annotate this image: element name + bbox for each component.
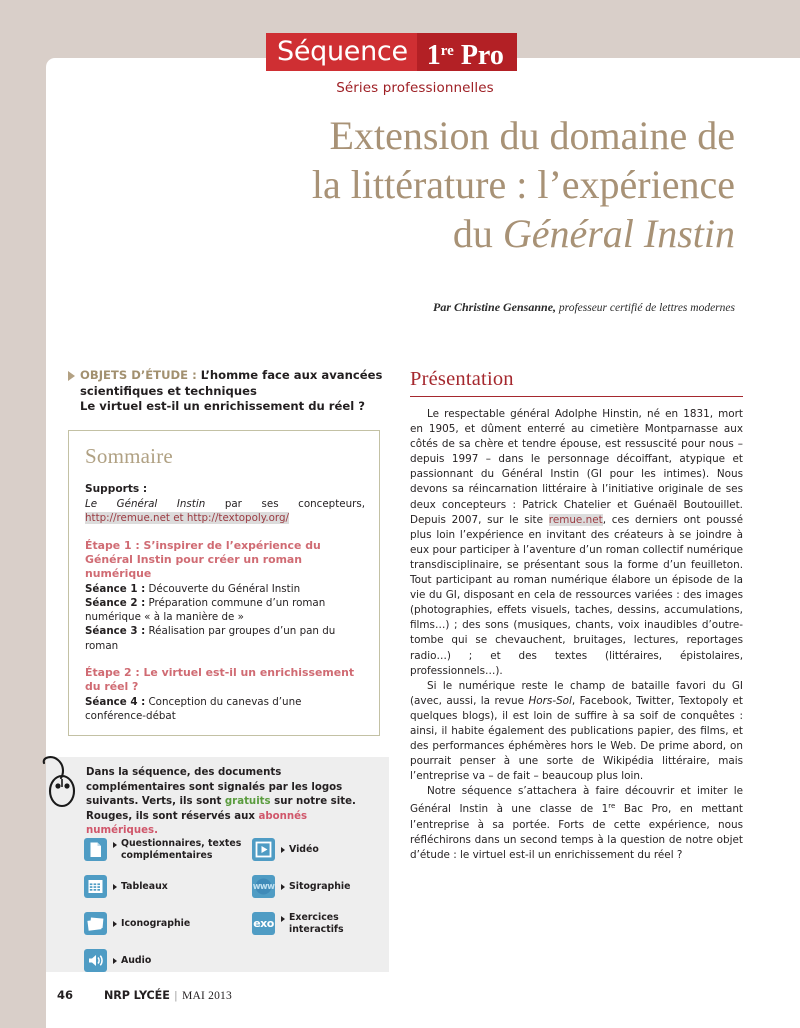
legend-item[interactable] — [252, 870, 392, 903]
legend-intro-text — [86, 766, 376, 839]
supports-title: Le Général Instin — [85, 498, 206, 511]
sommaire-box — [68, 430, 380, 736]
audio-icon — [84, 949, 107, 972]
mouse-icon — [40, 753, 86, 811]
etape-2-heading: Étape 2 : Le virtuel est-il un enrichissement du réel ? — [85, 665, 355, 694]
legend-item-label: Exercices interactifs — [281, 912, 392, 935]
footer-separator: | — [174, 990, 178, 1002]
page-title — [70, 111, 735, 258]
series-subtitle-row — [0, 80, 800, 96]
presentation-paragraph-2 — [410, 679, 743, 785]
etape-1-heading: Étape 1 : S’inspirer de l’expérience du Général Instin pour créer un roman numérique — [85, 538, 321, 581]
presentation-p1-b: , ces derniers ont poussé plus loin l’expérience en invitant des créateurs à se joindre à eux pour participer à l’aventure d’un roman collectif numérique transdisciplinaire, se présentant sous la forme d’un feuilleton. Tout participant au roman numérique élabore un épisode de la vie du GI, disposant en cela de ressources variées : des images (photographies, effets visuels, taches, dessins, accumulations, films…) ; des sons (musiques, chants, voix inaudibles d’outre-tombe qui se chevauchent, bruitages, lectures, reportages radio…) ; et des textes (littéraires, épistolaires, professionnels…). — [410, 513, 743, 677]
legend-item-label: Audio — [113, 955, 151, 967]
presentation-paragraph-3 — [410, 784, 743, 862]
www-icon — [252, 875, 275, 898]
objets-detude-line-2: scientifiques et techniques — [80, 383, 257, 398]
seance-text: Conception du canevas d’une conférence-débat — [85, 695, 302, 722]
byline — [300, 300, 735, 315]
legend-intro-green: gratuits — [224, 796, 271, 808]
legend-column-right — [252, 833, 392, 944]
seance-label: Séance 2 : — [85, 597, 146, 610]
legend-item[interactable] — [84, 870, 244, 903]
presentation-p2-italic: Hors-Sol — [528, 694, 572, 707]
banner-level-tail: Pro — [453, 40, 504, 71]
publication-name: NRP LYCÉE — [104, 989, 170, 1002]
legend-intro-pink: abonnés numériques. — [86, 810, 308, 837]
sommaire-body — [85, 482, 365, 723]
banner-level-label — [417, 33, 517, 71]
byline-role: professeur certifié de lettres modernes — [556, 302, 735, 314]
presentation-section — [410, 368, 743, 863]
image-icon — [84, 912, 107, 935]
supports-mid: par ses concepteurs, — [205, 498, 365, 511]
title-line-1: Extension du domaine de — [329, 113, 735, 158]
objets-detude-label: OBJETS D’ÉTUDE : — [80, 368, 197, 382]
footer — [57, 988, 232, 1002]
exo-icon-glyph: exo — [253, 917, 274, 930]
page-number: 46 — [57, 988, 74, 1002]
presentation-body — [410, 407, 743, 863]
legend-item[interactable] — [84, 907, 244, 940]
legend-item[interactable] — [252, 907, 392, 940]
exo-icon — [252, 912, 275, 935]
legend-info-box — [46, 757, 389, 972]
presentation-paragraph-1 — [410, 407, 743, 679]
series-subtitle: Séries professionnelles — [336, 80, 494, 96]
supports-line — [85, 497, 365, 525]
sequence-banner — [266, 33, 517, 71]
seance-item — [85, 624, 365, 652]
supports-url-1[interactable]: http://remue.net — [85, 512, 170, 525]
publication-date: MAI 2013 — [182, 990, 232, 1002]
presentation-p3-sup: re — [608, 802, 616, 811]
www-icon-glyph: www — [252, 882, 275, 892]
supports-url-conjunction: et — [169, 512, 187, 525]
seance-label: Séance 3 : — [85, 625, 146, 638]
presentation-p3-a: Notre séquence s’attachera à faire découvrir et imiter le Général Instin à une classe de 1 — [410, 785, 743, 816]
seance-text: Préparation commune d’un roman numérique « à la manière de » — [85, 597, 326, 624]
document-icon — [84, 838, 107, 861]
sommaire-heading: Sommaire — [85, 444, 173, 468]
presentation-p2-b: , Facebook, Twitter, Textopoly et quelques blogs), il est loin de suffire à sa soif de conquêtes : ainsi, il habite également des publications papier, des films, et des performances éphémères hors le Web. De prime abord, on pourrait penser à une sorte de Wikipédia littéraire, mais l’entreprise va – de fait – beaucoup plus loin. — [410, 694, 743, 783]
seance-label: Séance 4 : — [85, 695, 146, 708]
legend-item-label: Iconographie — [113, 918, 190, 930]
table-icon — [84, 875, 107, 898]
banner-level-sup: re — [440, 43, 454, 59]
legend-item-label: Tableaux — [113, 881, 168, 893]
objets-detude-line-3: Le virtuel est-il un enrichissement du réel ? — [80, 399, 365, 413]
objets-detude-line-1: L’homme face aux avancées — [196, 368, 383, 382]
objets-detude-block — [68, 368, 388, 415]
seance-text: Découverte du Général Instin — [145, 582, 301, 595]
supports-heading: Supports : — [85, 483, 148, 495]
presentation-p1-a: Le respectable général Adolphe Hinstin, né en 1831, mort en 1905, et dûment enterré au cimetière Montparnasse aux côtés de sa chère et tendre épouse, est ressuscité pour nous – depuis 1997 – dans le personnage décoiffant, atypique et passionnant du Général Instin (GI pour les intimes). Nous devons sa réincarnation littéraire à l’initiative originale de ses deux concepteurs : Patrick Chatelier et Guénaël Boutouillet. Depuis 2007, sur le site — [410, 408, 743, 526]
seance-item — [85, 695, 365, 723]
objets-detude — [68, 368, 388, 415]
presentation-divider — [410, 396, 743, 397]
legend-item-label: Vidéo — [281, 844, 319, 856]
supports-url-2[interactable]: http://textopoly.org/ — [186, 512, 289, 525]
legend-item[interactable] — [84, 833, 244, 866]
video-icon — [252, 838, 275, 861]
legend-item-label: Questionnaires, textes complémentaires — [113, 838, 244, 861]
title-line-3-italic: Général Instin — [502, 211, 735, 256]
title-line-3-prefix: du — [452, 211, 503, 256]
seance-label: Séance 1 : — [85, 582, 146, 595]
triangle-bullet-icon — [68, 371, 75, 381]
presentation-p3-b: Bac Pro, en mettant l’entreprise à sa portée. Forts de cette expérience, nous réfléchirons dans un second temps à la question de notre objet d’étude : le virtuel est-il un enrichissement du réel ? — [410, 803, 744, 861]
seance-text: Réalisation par groupes d’un pan du roman — [85, 625, 336, 652]
title-line-2: la littérature : l’expérience — [311, 162, 735, 207]
presentation-heading: Présentation — [410, 368, 514, 390]
legend-intro-part-1: Dans la séquence, des documents complémentaires sont signalés par les logos suivants. Verts, ils sont — [86, 767, 343, 808]
legend-item[interactable] — [252, 833, 392, 866]
presentation-p1-link[interactable]: remue.net — [548, 513, 603, 526]
banner-sequence-label: Séquence — [266, 33, 417, 71]
byline-author: Par Christine Gensanne, — [433, 300, 557, 314]
legend-intro-part-2: sur notre site. Rouges, ils sont réservés aux — [86, 796, 356, 822]
seance-item — [85, 582, 365, 596]
legend-item[interactable] — [84, 944, 244, 977]
presentation-p2-a: Si le numérique reste le champ de bataille favori du GI (avec, aussi, la revue — [410, 679, 743, 707]
legend-column-left — [84, 833, 244, 981]
banner-level-number: 1 — [426, 40, 441, 71]
seance-item — [85, 596, 365, 624]
legend-item-label: Sitographie — [281, 881, 351, 893]
